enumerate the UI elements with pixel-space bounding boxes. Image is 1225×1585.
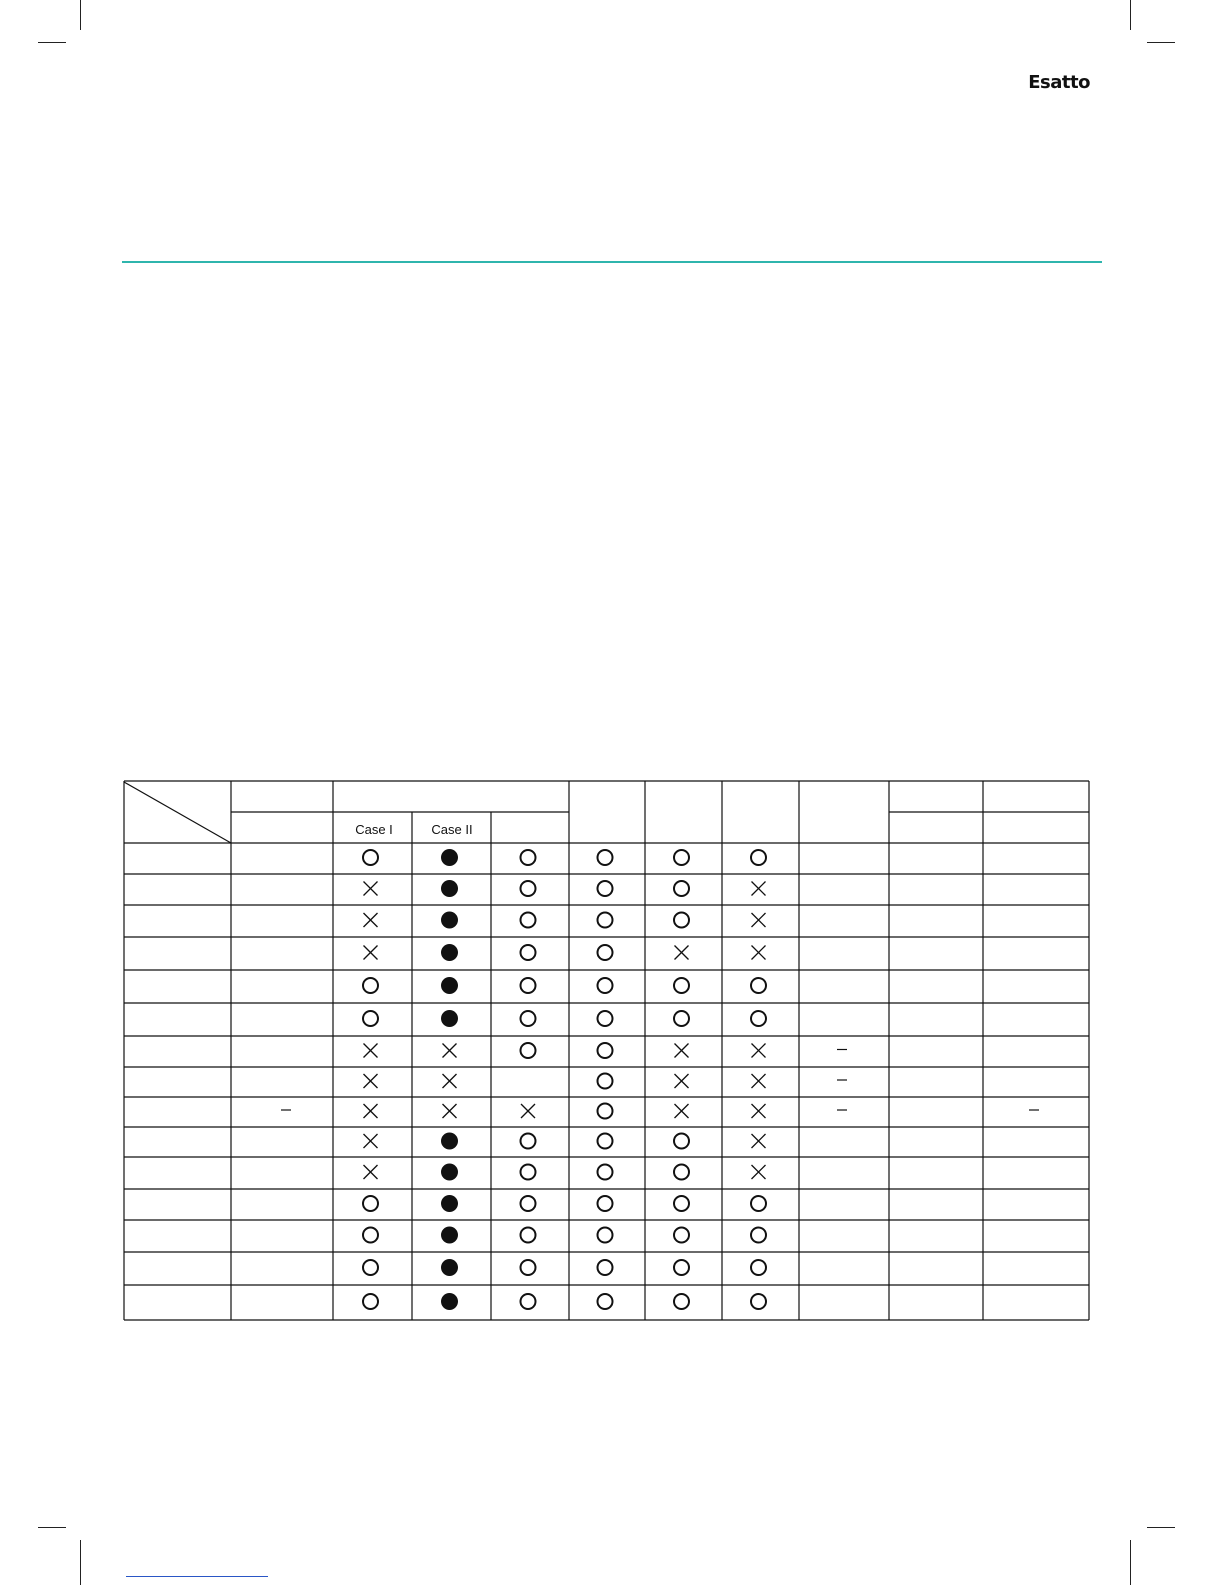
open-circle-mark	[363, 978, 378, 993]
open-circle-mark	[521, 1043, 536, 1058]
open-circle-mark	[598, 913, 613, 928]
cross-mark	[675, 1074, 689, 1088]
open-circle-mark	[598, 1104, 613, 1119]
open-circle-mark	[521, 1196, 536, 1211]
open-circle-mark	[521, 1165, 536, 1180]
open-circle-mark	[598, 1074, 613, 1089]
open-circle-mark	[751, 1228, 766, 1243]
cross-mark	[752, 1134, 766, 1148]
cross-mark	[752, 1165, 766, 1179]
table-grid	[124, 781, 1089, 1320]
cross-mark	[443, 1074, 457, 1088]
open-circle-mark	[521, 945, 536, 960]
open-circle-mark	[598, 1260, 613, 1275]
open-circle-mark	[751, 850, 766, 865]
open-circle-mark	[674, 1011, 689, 1026]
open-circle-mark	[363, 1228, 378, 1243]
open-circle-mark	[751, 1294, 766, 1309]
open-circle-mark	[598, 1228, 613, 1243]
open-circle-mark	[363, 850, 378, 865]
open-circle-mark	[363, 1260, 378, 1275]
cross-mark	[752, 1044, 766, 1058]
open-circle-mark	[674, 1196, 689, 1211]
open-circle-mark	[521, 913, 536, 928]
open-circle-mark	[598, 1043, 613, 1058]
table-symbols	[281, 849, 1039, 1310]
open-circle-mark	[521, 1134, 536, 1149]
open-circle-mark	[598, 850, 613, 865]
cross-mark	[364, 1104, 378, 1118]
cross-mark	[675, 1044, 689, 1058]
filled-circle-mark	[441, 1164, 458, 1181]
cross-mark	[752, 946, 766, 960]
filled-circle-mark	[441, 1195, 458, 1212]
filled-circle-mark	[441, 1010, 458, 1027]
open-circle-mark	[674, 1134, 689, 1149]
open-circle-mark	[598, 1196, 613, 1211]
open-circle-mark	[521, 1228, 536, 1243]
open-circle-mark	[598, 945, 613, 960]
cross-mark	[443, 1044, 457, 1058]
cross-mark	[364, 1134, 378, 1148]
subheader-case-1: Case I	[355, 822, 393, 837]
open-circle-mark	[363, 1294, 378, 1309]
open-circle-mark	[674, 1228, 689, 1243]
cross-mark	[364, 1074, 378, 1088]
filled-circle-mark	[441, 912, 458, 929]
filled-circle-mark	[441, 1133, 458, 1150]
cross-mark	[752, 1074, 766, 1088]
cross-mark	[443, 1104, 457, 1118]
cross-mark	[364, 946, 378, 960]
open-circle-mark	[521, 1260, 536, 1275]
open-circle-mark	[521, 850, 536, 865]
filled-circle-mark	[441, 1293, 458, 1310]
filled-circle-mark	[441, 880, 458, 897]
open-circle-mark	[521, 1011, 536, 1026]
open-circle-mark	[674, 850, 689, 865]
open-circle-mark	[598, 978, 613, 993]
filled-circle-mark	[441, 977, 458, 994]
filled-circle-mark	[441, 944, 458, 961]
open-circle-mark	[674, 1294, 689, 1309]
open-circle-mark	[363, 1011, 378, 1026]
open-circle-mark	[751, 978, 766, 993]
filled-circle-mark	[441, 849, 458, 866]
subheader-case-2: Case II	[431, 822, 473, 837]
open-circle-mark	[598, 1011, 613, 1026]
cross-mark	[364, 882, 378, 896]
cross-mark	[752, 1104, 766, 1118]
cross-mark	[752, 913, 766, 927]
filled-circle-mark	[441, 1227, 458, 1244]
cross-mark	[364, 1165, 378, 1179]
open-circle-mark	[674, 1165, 689, 1180]
open-circle-mark	[521, 978, 536, 993]
open-circle-mark	[674, 913, 689, 928]
open-circle-mark	[751, 1260, 766, 1275]
open-circle-mark	[674, 881, 689, 896]
brand-logo: Esatto	[1028, 72, 1090, 93]
cross-mark	[364, 1044, 378, 1058]
cross-mark	[364, 913, 378, 927]
open-circle-mark	[674, 978, 689, 993]
filled-circle-mark	[441, 1259, 458, 1276]
open-circle-mark	[598, 1134, 613, 1149]
open-circle-mark	[751, 1196, 766, 1211]
cross-mark	[752, 882, 766, 896]
open-circle-mark	[363, 1196, 378, 1211]
header-diagonal	[124, 782, 231, 843]
cross-mark	[521, 1104, 535, 1118]
cross-mark	[675, 1104, 689, 1118]
open-circle-mark	[751, 1011, 766, 1026]
cross-mark	[675, 946, 689, 960]
open-circle-mark	[598, 1294, 613, 1309]
footer-link-underline[interactable]	[126, 1576, 268, 1577]
open-circle-mark	[521, 1294, 536, 1309]
open-circle-mark	[598, 881, 613, 896]
open-circle-mark	[674, 1260, 689, 1275]
open-circle-mark	[521, 881, 536, 896]
open-circle-mark	[598, 1165, 613, 1180]
